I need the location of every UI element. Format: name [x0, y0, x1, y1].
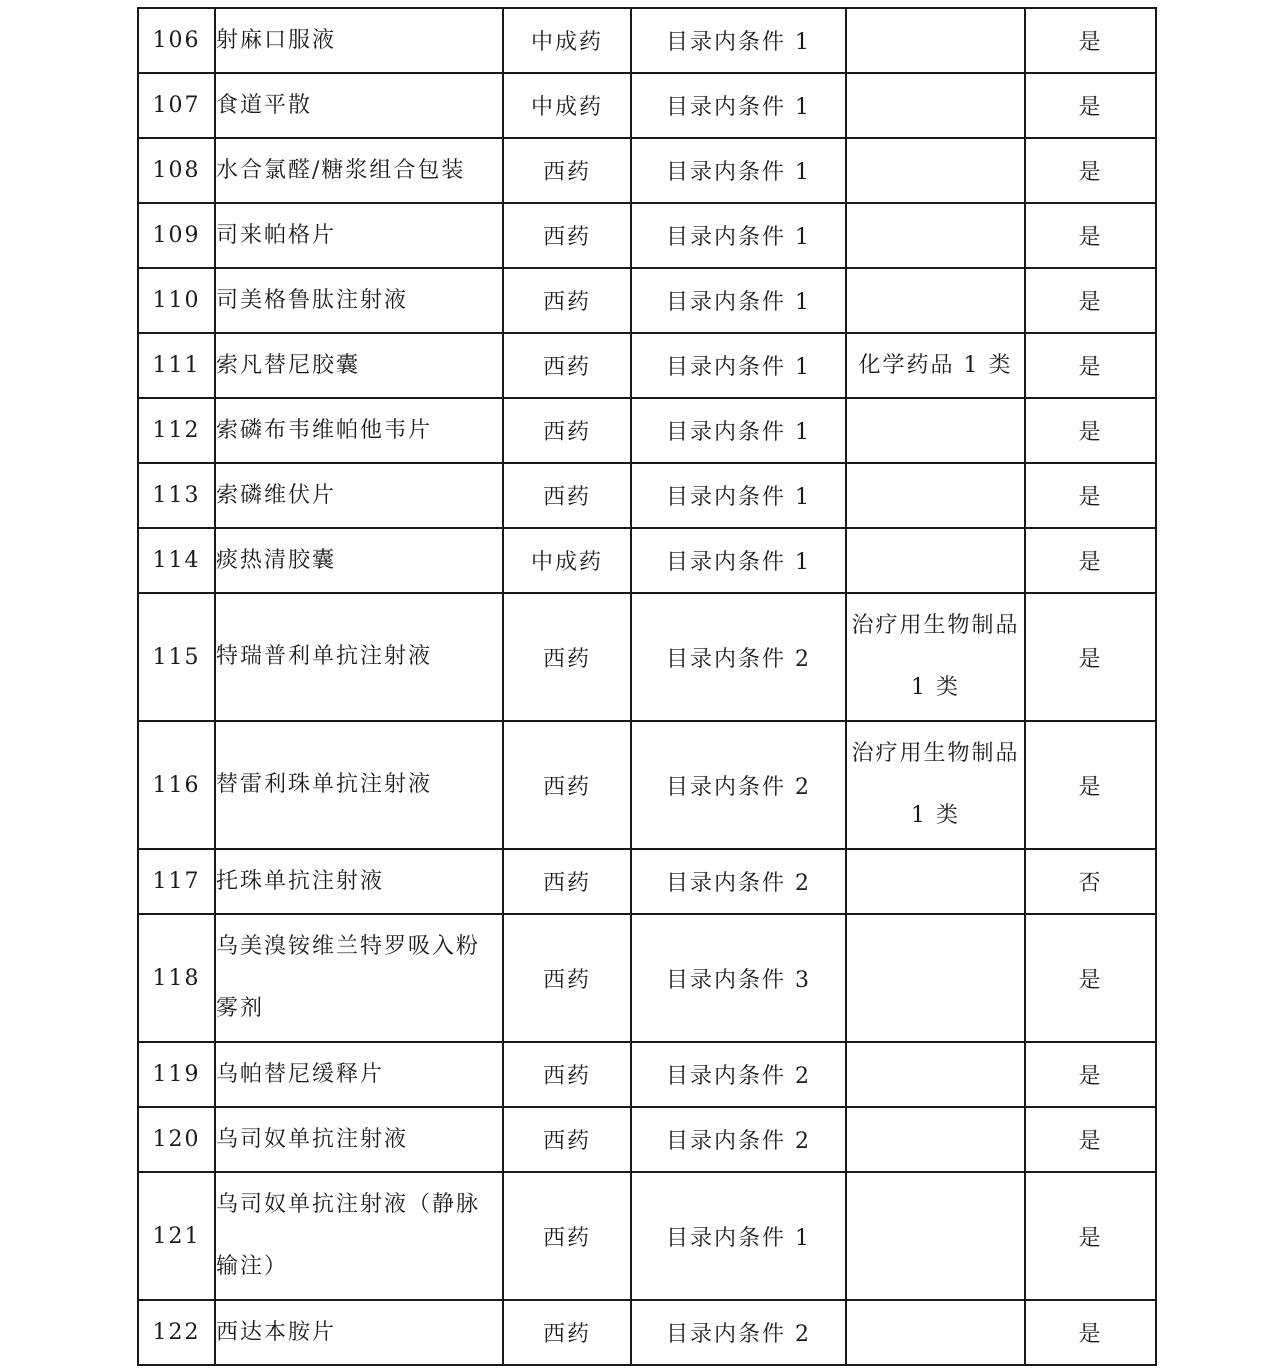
drug-type: 西药 [503, 268, 631, 333]
drug-type: 西药 [503, 138, 631, 203]
drug-name: 索凡替尼胶囊 [215, 333, 503, 398]
status-flag: 是 [1025, 1172, 1156, 1300]
drug-type: 西药 [503, 1107, 631, 1172]
table-body [138, 8, 1156, 1365]
status-flag: 是 [1025, 138, 1156, 203]
drug-name: 特瑞普利单抗注射液 [215, 593, 503, 721]
drug-category [846, 398, 1025, 463]
catalog-condition: 目录内条件 2 [631, 1107, 846, 1172]
table-row [138, 914, 1156, 1042]
drug-name: 乌帕替尼缓释片 [215, 1042, 503, 1107]
catalog-condition: 目录内条件 1 [631, 528, 846, 593]
drug-name: 乌司奴单抗注射液 [215, 1107, 503, 1172]
drug-category: 治疗用生物制品 1 类 [846, 721, 1025, 849]
catalog-condition: 目录内条件 2 [631, 1300, 846, 1365]
catalog-condition: 目录内条件 1 [631, 398, 846, 463]
row-number: 110 [138, 268, 215, 333]
status-flag: 是 [1025, 333, 1156, 398]
table-row [138, 593, 1156, 721]
drug-type: 西药 [503, 333, 631, 398]
drug-type: 西药 [503, 849, 631, 914]
drug-name: 索磷维伏片 [215, 463, 503, 528]
catalog-condition: 目录内条件 1 [631, 268, 846, 333]
table-row [138, 1042, 1156, 1107]
catalog-condition: 目录内条件 1 [631, 138, 846, 203]
drug-name: 西达本胺片 [215, 1300, 503, 1365]
drug-name: 痰热清胶囊 [215, 528, 503, 593]
row-number: 112 [138, 398, 215, 463]
row-number: 107 [138, 73, 215, 138]
drug-category [846, 138, 1025, 203]
drug-name: 乌美溴铵维兰特罗吸入粉雾剂 [215, 914, 503, 1042]
status-flag: 否 [1025, 849, 1156, 914]
catalog-condition: 目录内条件 1 [631, 203, 846, 268]
table-row [138, 73, 1156, 138]
drug-type: 西药 [503, 398, 631, 463]
row-number: 114 [138, 528, 215, 593]
status-flag: 是 [1025, 463, 1156, 528]
drug-name: 水合氯醛/糖浆组合包装 [215, 138, 503, 203]
drug-type: 中成药 [503, 73, 631, 138]
drug-type: 西药 [503, 203, 631, 268]
row-number: 122 [138, 1300, 215, 1365]
drug-name: 射麻口服液 [215, 8, 503, 73]
drug-name: 食道平散 [215, 73, 503, 138]
catalog-condition: 目录内条件 1 [631, 1172, 846, 1300]
drug-type: 中成药 [503, 528, 631, 593]
drug-type: 中成药 [503, 8, 631, 73]
table-row [138, 203, 1156, 268]
status-flag: 是 [1025, 1300, 1156, 1365]
row-number: 115 [138, 593, 215, 721]
drug-name: 索磷布韦维帕他韦片 [215, 398, 503, 463]
catalog-condition: 目录内条件 1 [631, 8, 846, 73]
catalog-condition: 目录内条件 3 [631, 914, 846, 1042]
row-number: 113 [138, 463, 215, 528]
table-row [138, 333, 1156, 398]
drug-list-table [137, 7, 1157, 1366]
drug-name: 托珠单抗注射液 [215, 849, 503, 914]
row-number: 109 [138, 203, 215, 268]
drug-category [846, 1172, 1025, 1300]
table-row [138, 138, 1156, 203]
drug-name: 司来帕格片 [215, 203, 503, 268]
table-row [138, 268, 1156, 333]
drug-type: 西药 [503, 1172, 631, 1300]
table-row [138, 463, 1156, 528]
catalog-condition: 目录内条件 2 [631, 849, 846, 914]
row-number: 108 [138, 138, 215, 203]
drug-type: 西药 [503, 721, 631, 849]
row-number: 118 [138, 914, 215, 1042]
drug-name: 司美格鲁肽注射液 [215, 268, 503, 333]
status-flag: 是 [1025, 721, 1156, 849]
drug-category [846, 8, 1025, 73]
catalog-condition: 目录内条件 1 [631, 463, 846, 528]
status-flag: 是 [1025, 1107, 1156, 1172]
table-row [138, 1107, 1156, 1172]
drug-category [846, 528, 1025, 593]
drug-type: 西药 [503, 1042, 631, 1107]
drug-category [846, 203, 1025, 268]
drug-category [846, 1107, 1025, 1172]
status-flag: 是 [1025, 398, 1156, 463]
table-row [138, 721, 1156, 849]
status-flag: 是 [1025, 8, 1156, 73]
drug-category [846, 914, 1025, 1042]
row-number: 121 [138, 1172, 215, 1300]
drug-name: 乌司奴单抗注射液（静脉输注） [215, 1172, 503, 1300]
row-number: 106 [138, 8, 215, 73]
row-number: 111 [138, 333, 215, 398]
drug-name: 替雷利珠单抗注射液 [215, 721, 503, 849]
table-row [138, 1172, 1156, 1300]
drug-category: 化学药品 1 类 [846, 333, 1025, 398]
row-number: 120 [138, 1107, 215, 1172]
drug-type: 西药 [503, 914, 631, 1042]
drug-category [846, 849, 1025, 914]
drug-category [846, 1300, 1025, 1365]
table-row [138, 849, 1156, 914]
status-flag: 是 [1025, 1042, 1156, 1107]
row-number: 119 [138, 1042, 215, 1107]
table-row [138, 398, 1156, 463]
catalog-condition: 目录内条件 1 [631, 333, 846, 398]
status-flag: 是 [1025, 73, 1156, 138]
drug-category [846, 73, 1025, 138]
status-flag: 是 [1025, 203, 1156, 268]
drug-category [846, 1042, 1025, 1107]
drug-category: 治疗用生物制品 1 类 [846, 593, 1025, 721]
drug-type: 西药 [503, 1300, 631, 1365]
drug-category [846, 463, 1025, 528]
drug-category [846, 268, 1025, 333]
catalog-condition: 目录内条件 2 [631, 593, 846, 721]
status-flag: 是 [1025, 593, 1156, 721]
table-row [138, 528, 1156, 593]
catalog-condition: 目录内条件 2 [631, 1042, 846, 1107]
drug-type: 西药 [503, 463, 631, 528]
status-flag: 是 [1025, 268, 1156, 333]
catalog-condition: 目录内条件 2 [631, 721, 846, 849]
table-row [138, 1300, 1156, 1365]
table-row [138, 8, 1156, 73]
row-number: 117 [138, 849, 215, 914]
catalog-condition: 目录内条件 1 [631, 73, 846, 138]
status-flag: 是 [1025, 914, 1156, 1042]
status-flag: 是 [1025, 528, 1156, 593]
row-number: 116 [138, 721, 215, 849]
drug-type: 西药 [503, 593, 631, 721]
